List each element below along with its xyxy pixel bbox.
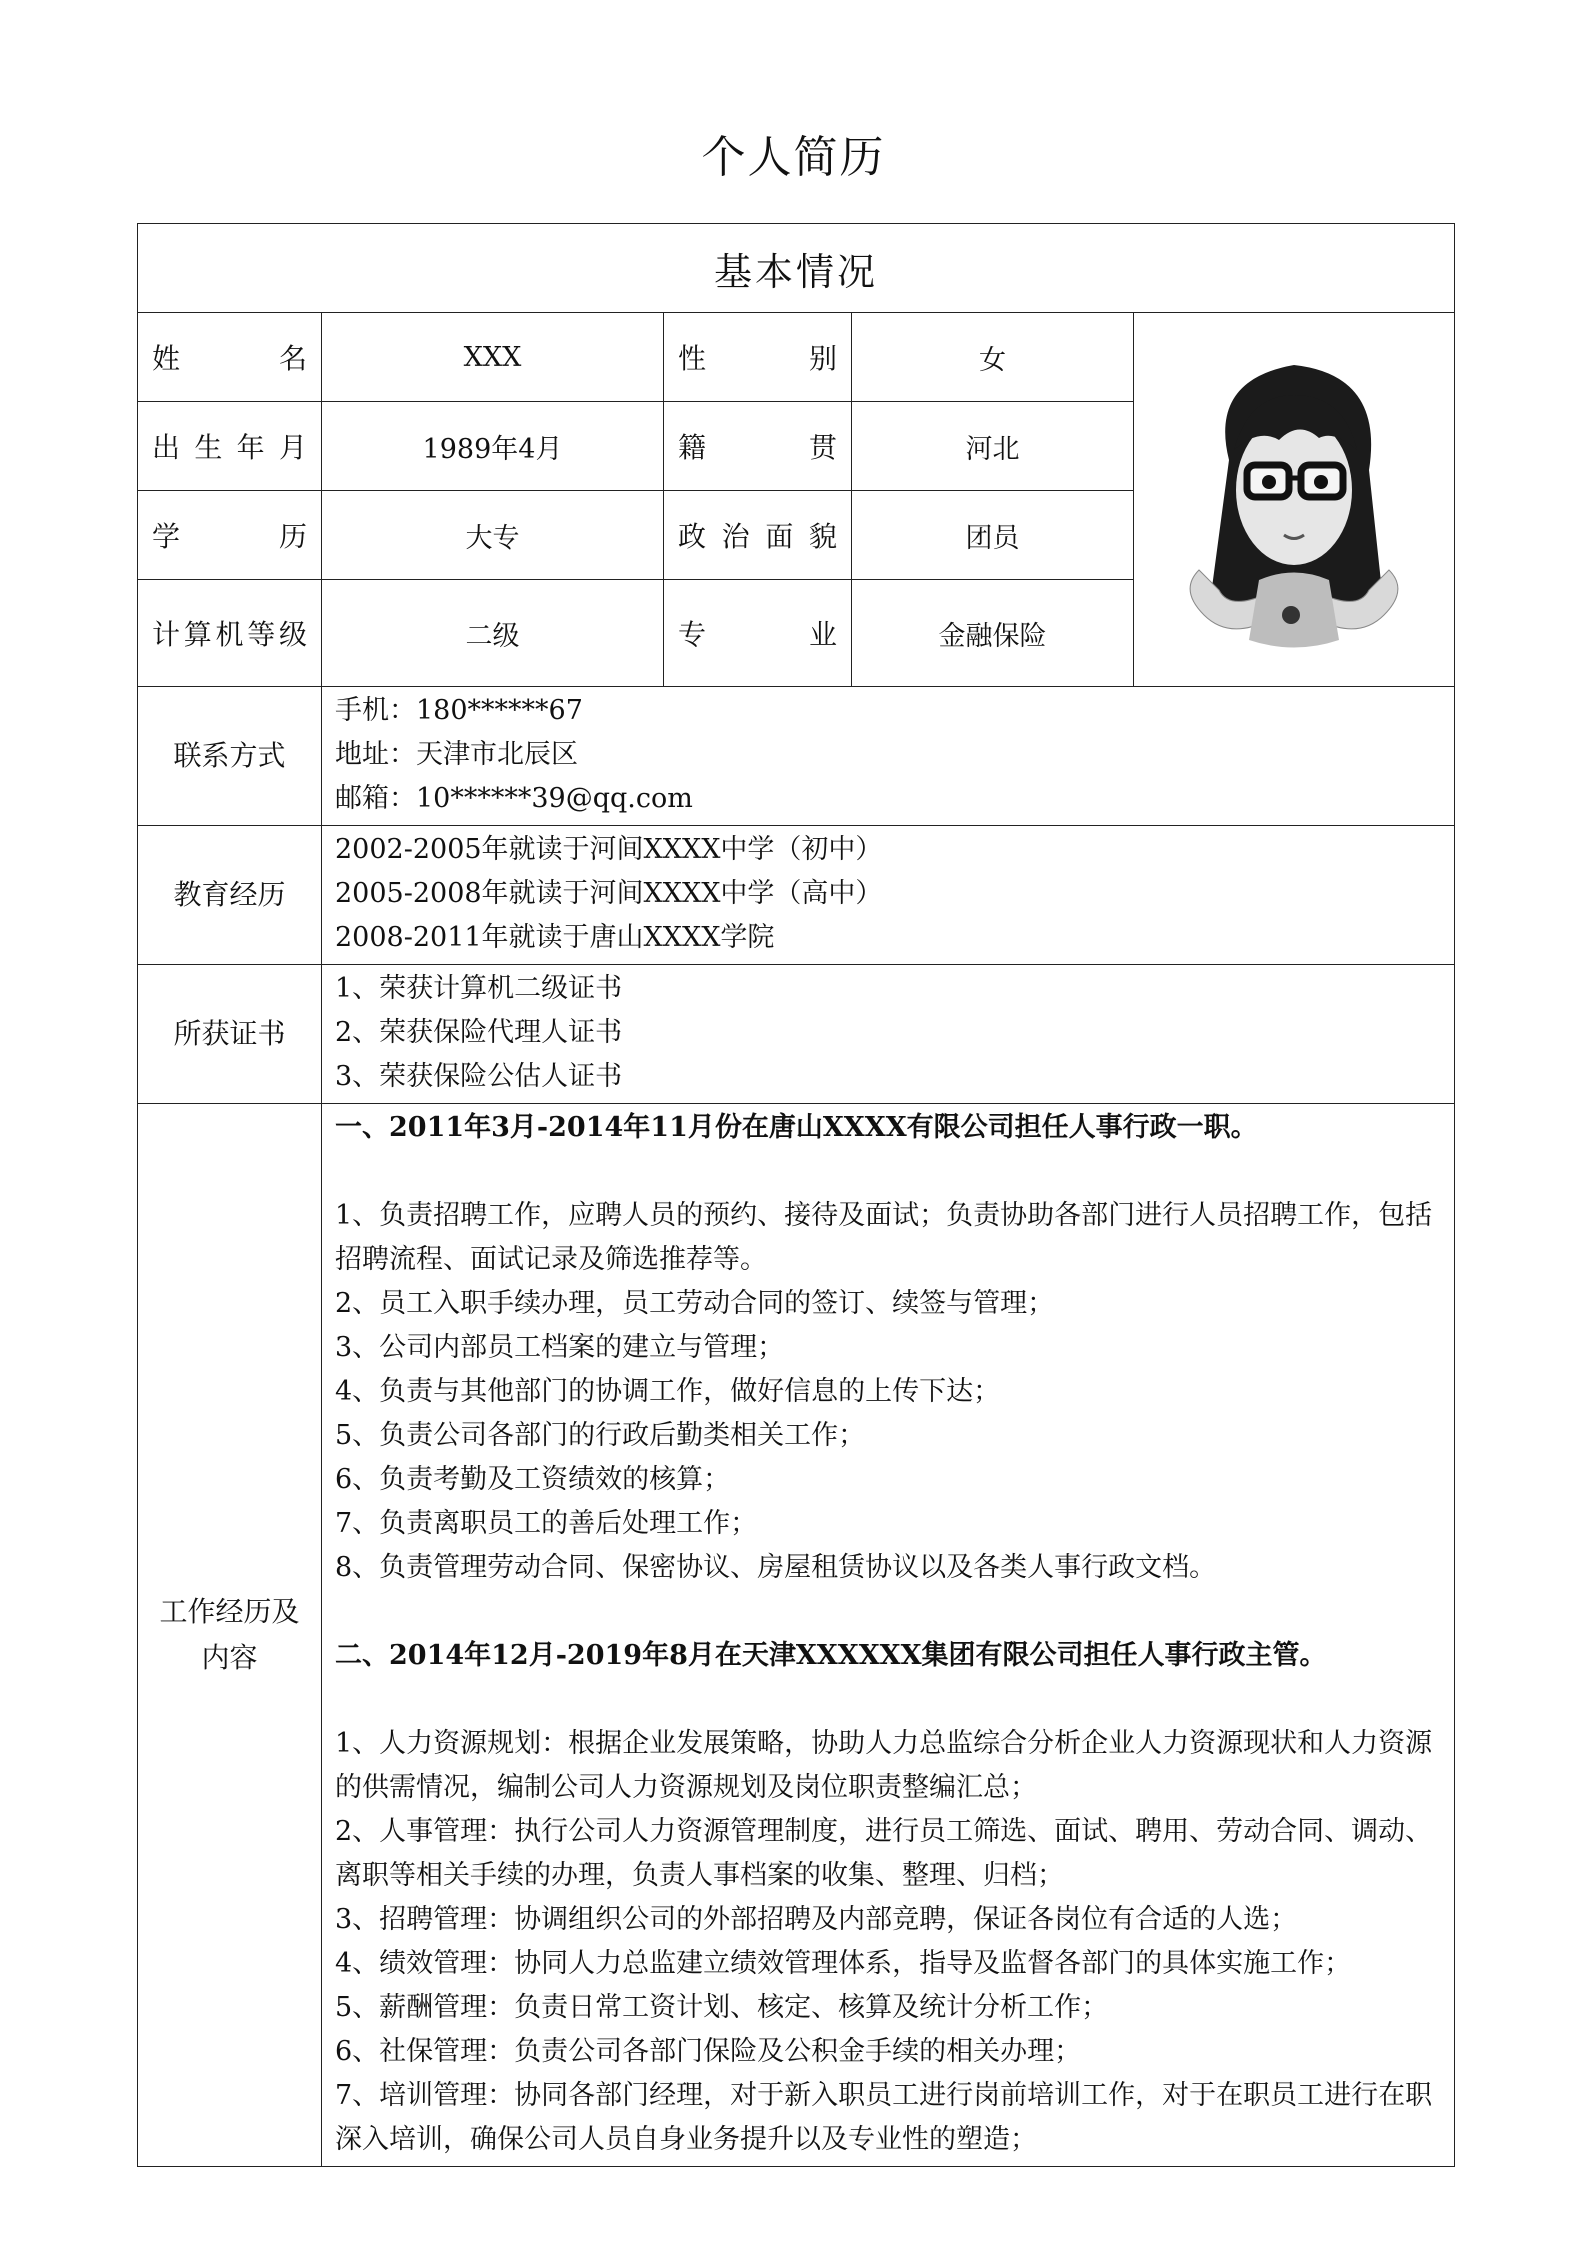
job1-duty: 3、公司内部员工档案的建立与管理； (335, 1332, 785, 1363)
computer-level-label: 计算机等级 (138, 580, 322, 687)
work-label-line: 内容 (201, 1641, 258, 1674)
job1-duty: 6、负责考勤及工资绩效的核算； (335, 1464, 731, 1495)
certificates-label: 所获证书 (138, 965, 322, 1104)
education-item: 2002-2005年就读于河间XXXX中学（初中） (335, 834, 883, 865)
birth-value: 1989年4月 (322, 402, 664, 491)
job2-heading: 二、2014年12月-2019年8月在天津XXXXXX集团有限公司担任人事行政主管。 (335, 1640, 1327, 1671)
major-value: 金融保险 (852, 580, 1134, 687)
contact-phone: 手机：180******67 (335, 695, 583, 726)
education-label: 教育经历 (138, 826, 322, 965)
contact-content (322, 687, 1455, 826)
certificate-item: 2、荣获保险代理人证书 (335, 1017, 623, 1048)
education-item: 2008-2011年就读于唐山XXXX学院 (335, 922, 775, 953)
job1-duty: 8、负责管理劳动合同、保密协议、房屋租赁协议以及各类人事行政文档。 (335, 1552, 1217, 1583)
job1-duty: 2、员工入职手续办理，员工劳动合同的签订、续签与管理； (335, 1288, 1055, 1319)
job1-duty: 7、负责离职员工的善后处理工作； (335, 1508, 758, 1539)
name-label: 姓 名 (138, 313, 322, 402)
job1-heading: 一、2011年3月-2014年11月份在唐山XXXX有限公司担任人事行政一职。 (335, 1112, 1258, 1143)
job2-duty: 5、薪酬管理：负责日常工资计划、核定、核算及统计分析工作； (335, 1992, 1109, 2023)
contact-email: 邮箱：10******39@qq.com (335, 783, 693, 814)
major-label: 专 业 (664, 580, 852, 687)
education-content (322, 826, 1455, 965)
job1-duty: 4、负责与其他部门的协调工作，做好信息的上传下达； (335, 1376, 1001, 1407)
certificate-item: 3、荣获保险公估人证书 (335, 1061, 623, 1092)
origin-value: 河北 (852, 402, 1134, 491)
contact-label: 联系方式 (138, 687, 322, 826)
job2-duty: 7、培训管理：协同各部门经理，对于新入职员工进行岗前培训工作，对于在职员工进行在职深入培训，确保公司人员自身业务提升以及专业性的塑造； (335, 2080, 1433, 2155)
job2-duty: 6、社保管理：负责公司各部门保险及公积金手续的相关办理； (335, 2036, 1082, 2067)
job2-duty: 2、人事管理：执行公司人力资源管理制度，进行员工筛选、面试、聘用、劳动合同、调动、离职等相关手续的办理，负责人事档案的收集、整理、归档； (335, 1816, 1433, 1891)
origin-label: 籍 贯 (664, 402, 852, 491)
spacer (335, 1150, 1446, 1194)
computer-level-value: 二级 (322, 580, 664, 687)
education-item: 2005-2008年就读于河间XXXX中学（高中） (335, 878, 883, 909)
education-level-label: 学 历 (138, 491, 322, 580)
spacer (335, 1590, 1446, 1634)
spacer (335, 1678, 1446, 1722)
certificates-content (322, 965, 1455, 1104)
work-content (322, 1104, 1455, 2167)
political-status-value: 团员 (852, 491, 1134, 580)
name-value: XXX (322, 313, 664, 402)
work-label (138, 1104, 322, 2167)
job1-duty: 5、负责公司各部门的行政后勤类相关工作； (335, 1420, 866, 1451)
section-heading-basic: 基本情况 (138, 224, 1455, 313)
gender-label: 性 别 (664, 313, 852, 402)
work-label-line: 工作经历及 (159, 1595, 300, 1628)
political-status-label: 政治面貌 (664, 491, 852, 580)
profile-photo-icon (1169, 340, 1419, 660)
job2-duty: 4、绩效管理：协同人力总监建立绩效管理体系，指导及监督各部门的具体实施工作； (335, 1948, 1352, 1979)
education-level-value: 大专 (322, 491, 664, 580)
photo-cell (1134, 313, 1455, 687)
job1-duty: 1、负责招聘工作，应聘人员的预约、接待及面试；负责协助各部门进行人员招聘工作，包括招聘流程、面试记录及筛选推荐等。 (335, 1200, 1433, 1275)
job2-duty: 3、招聘管理：协调组织公司的外部招聘及内部竞聘，保证各岗位有合适的人选； (335, 1904, 1298, 1935)
certificate-item: 1、荣获计算机二级证书 (335, 973, 623, 1004)
resume-table (137, 223, 1455, 2167)
gender-value: 女 (852, 313, 1134, 402)
contact-address: 地址：天津市北辰区 (335, 739, 578, 770)
job2-duty: 1、人力资源规划：根据企业发展策略，协助人力总监综合分析企业人力资源现状和人力资源的供需情况，编制公司人力资源规划及岗位职责整编汇总； (335, 1728, 1433, 1803)
birth-label: 出生年月 (138, 402, 322, 491)
page-title: 个人简历 (701, 132, 886, 183)
